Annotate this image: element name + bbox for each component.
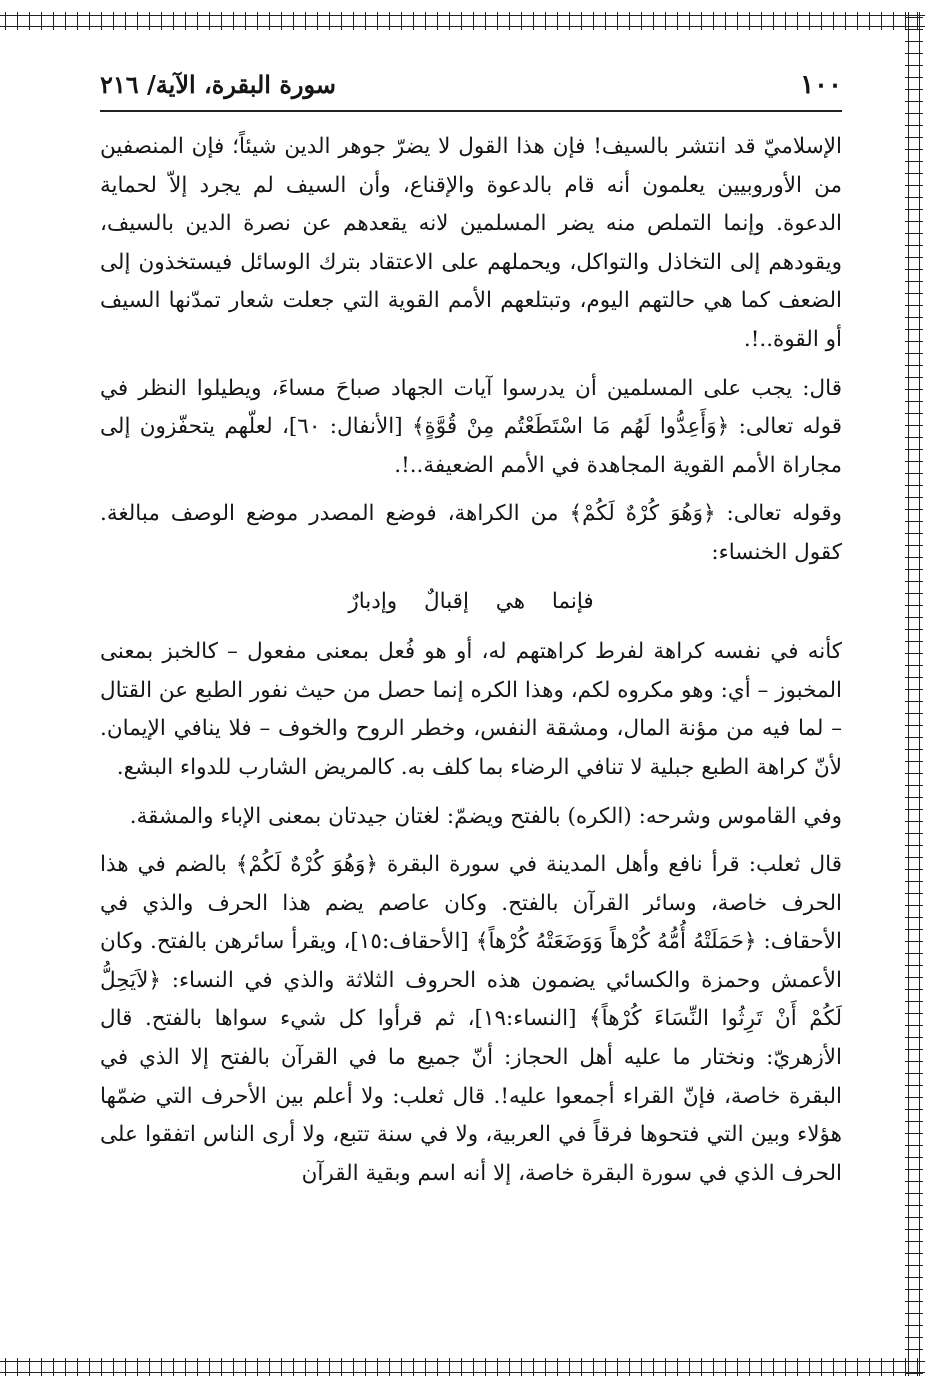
poem-line: فإنما هي إقبالٌ وإدبارٌ [348, 588, 594, 614]
paragraph-3: وقوله تعالى: ﴿وَهُوَ كُرْهٌ لَكُمْ﴾ من الكراهة، فوضع المصدر موضع الوصف مبالغة. كقول الخنساء: [100, 501, 842, 565]
paragraph-4: كأنه في نفسه كراهة لفرط كراهتهم له، أو هو فُعل بمعنى مفعول – كالخبز بمعنى المخبوز – أي: وهو مكروه لكم، وهذا الكره إنما حصل من حيث نفور الطبع عن القتال – لما فيه من مؤنة المال، ومشقة النفس، وخطر الروح والخوف – فلا ينافي الإيمان. لأنّ كراهة الطبع جبلية لا تنافي الرضاء بما كلف به. كالمريض الشارب للدواء البشع. [100, 639, 842, 780]
paragraph-6: قال ثعلب: قرأ نافع وأهل المدينة في سورة البقرة ﴿وَهُوَ كُرْهٌ لَكُمْ﴾ بالضم في هذا الحرف خاصة، وسائر القرآن بالفتح. وكان عاصم يضم هذا الحرف والذي في الأحقاف: ﴿حَمَلَتْهُ أُمُّهُ كُرْهاً وَوَضَعَتْهُ كُرْهاً﴾ [الأحقاف:١٥]، ويقرأ سائرهن بالفتح. وكان الأعمش وحمزة والكسائي يضمون هذه الحروف الثلاثة والذي في النساء: ﴿لاَيَحِلُّ لَكُمْ أَنْ تَرِثُوا النِّسَاءَ كُرْهاً﴾ [النساء:١٩]، ثم قرأوا كل شيء سواها بالفتح. قال الأزهريّ: ونختار ما عليه أهل الحجاز: أنّ جميع ما في القرآن بالفتح إلا الذي في البقرة خاصة، فإنّ القراء أجمعوا عليه!. قال ثعلب: ولا أعلم بين الأحرف التي ضمّها هؤلاء وبين التي فتحوها فرقاً في العربية، ولا في سنة تتبع، ولا أرى الناس اتفقوا على الحرف الذي في سورة البقرة خاصة، إلا أنه اسم وبقية القرآن [100, 852, 843, 1186]
paragraph-1: الإسلاميّ قد انتشر بالسيف! فإن هذا القول لا يضرّ جوهر الدين شيئاً؛ فإن المنصفين من الأوروبيين يعلمون أنه قام بالدعوة والإقناع، وأن السيف لم يجرد إلاّ لحماية الدعوة. وإنما التملص منه يضر المسلمين لانه يقعدهم عن نصرة الدين بالسيف، ويقودهم إلى التخاذل والتواكل، ويحملهم على الاعتقاد بترك الوسائل فيستخذون إلى الضعف كما هي حالتهم اليوم، وتبتلعهم الأمم القوية التي جعلت شعار تمدّنها السيف أو القوة..!. [100, 134, 842, 352]
chapter-title: سورة البقرة، الآية/ ٢١٦ [100, 70, 337, 99]
paragraph-5: وفي القاموس وشرحه: (الكره) بالفتح ويضمّ: لغتان جيدتان بمعنى الإباء والمشقة. [129, 803, 842, 829]
book-page [100, 70, 842, 1203]
paragraph-2: قال: يجب على المسلمين أن يدرسوا آيات الجهاد صباحَ مساءَ، ويطيلوا النظر في قوله تعالى: ﴿وَأَعِدُّوا لَهُم مَا اسْتَطَعْتُم مِنْ قُوَّةٍ﴾ [الأنفال: ٦٠]، لعلّهم يتحفّزون إلى مجاراة الأمم القوية المجاهدة في الأمم الضعيفة..!. [100, 375, 842, 478]
top-ornamental-border [0, 12, 925, 30]
page-number: ١٠٠ [800, 70, 842, 100]
bottom-ornamental-border [0, 1358, 925, 1376]
right-ornamental-border [905, 12, 923, 1376]
running-header [100, 70, 842, 112]
page-body [100, 128, 842, 1193]
